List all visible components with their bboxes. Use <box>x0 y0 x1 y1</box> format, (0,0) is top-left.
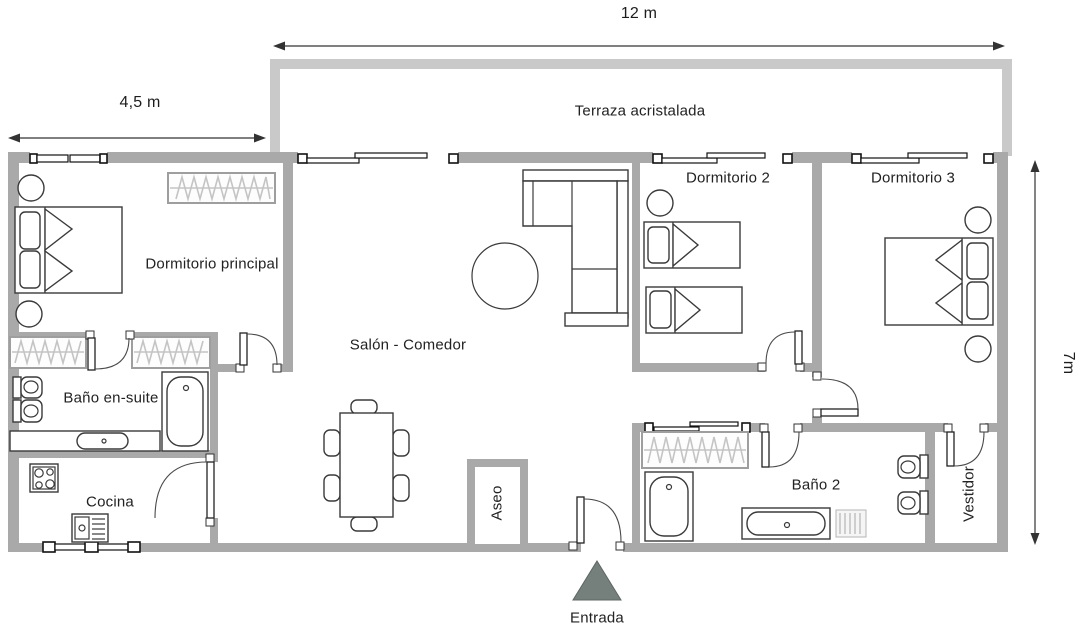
pillow <box>650 291 671 328</box>
kitchen-sink <box>72 514 108 542</box>
chair <box>393 475 409 501</box>
bathtub <box>162 372 208 451</box>
room-label-aseo: Aseo <box>488 485 506 521</box>
single-bed <box>644 222 740 268</box>
sliding-door-icon <box>298 154 307 163</box>
wardrobe-dorm-principal <box>168 173 275 203</box>
dorm-principal-furniture <box>15 175 122 327</box>
pillow <box>648 227 669 263</box>
dorm2-furniture <box>644 190 742 333</box>
room-label-cocina: Cocina <box>86 493 134 511</box>
round-rug <box>472 243 538 309</box>
bidet <box>898 491 928 514</box>
dim-4-5m <box>8 134 266 143</box>
room-label-terraza: Terraza acristalada <box>574 102 706 120</box>
nightstand <box>18 175 44 201</box>
toilet <box>898 455 928 478</box>
single-bed <box>646 287 742 333</box>
corner-sofa <box>523 170 628 326</box>
dim-7m <box>1031 160 1040 545</box>
pillow <box>967 282 988 319</box>
dim-12m <box>273 42 1005 51</box>
entrance-arrow-icon <box>573 561 621 600</box>
room-label-vestidor: Vestidor <box>960 466 978 522</box>
chair <box>324 475 340 501</box>
room-label-salon: Salón - Comedor <box>349 336 467 354</box>
dim-label-7m: 7m <box>1060 351 1077 375</box>
wardrobe-bano2 <box>642 432 748 468</box>
door-cocina <box>155 454 214 526</box>
chair <box>393 430 409 456</box>
dining-set <box>324 400 409 531</box>
nightstand <box>965 336 991 362</box>
radiator <box>836 510 866 537</box>
entrance-label: Entrada <box>570 609 624 627</box>
room-label-bano2: Baño 2 <box>791 476 841 494</box>
bathtub <box>742 508 830 539</box>
pillow <box>20 212 40 249</box>
dorm3-furniture <box>885 207 993 362</box>
pillow <box>967 243 988 279</box>
bidet <box>13 400 42 422</box>
nightstand <box>16 301 42 327</box>
dim-label-12m: 12 m <box>620 5 658 22</box>
chair <box>324 430 340 456</box>
sliding-door-icon <box>645 423 653 432</box>
window-cap <box>30 154 37 163</box>
room-label-dormitorio2: Dormitorio 2 <box>685 169 771 187</box>
vanity-sink <box>10 431 160 451</box>
double-bed <box>15 207 122 293</box>
room-label-dormitorio-principal: Dormitorio principal <box>145 255 279 273</box>
pillow <box>20 251 40 288</box>
sliding-door-icon <box>852 154 861 163</box>
sliding-door-icon <box>653 154 662 163</box>
room-label-dormitorio3: Dormitorio 3 <box>870 169 956 187</box>
wardrobe-ensuite-left <box>10 337 86 368</box>
stove <box>30 464 58 492</box>
chair <box>351 517 377 531</box>
nightstand <box>647 190 673 216</box>
room-label-bano-ensuite: Baño en-suite <box>63 389 159 407</box>
shower-tub <box>645 472 693 541</box>
wardrobe-ensuite-right <box>132 337 210 368</box>
dim-label-4-5m: 4,5 m <box>119 94 161 111</box>
nightstand <box>965 207 991 233</box>
chair <box>351 400 377 414</box>
toilet <box>13 377 42 398</box>
double-bed <box>885 238 993 325</box>
ensuite-fixtures <box>10 372 208 451</box>
dining-table <box>340 413 393 517</box>
window-cap <box>43 542 55 552</box>
